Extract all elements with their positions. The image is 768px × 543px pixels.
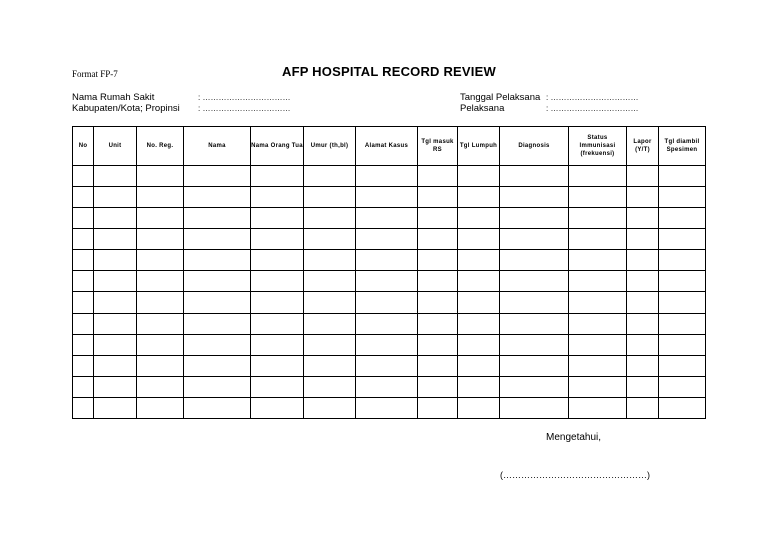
field-value: : …………………………… xyxy=(546,104,639,113)
table-cell[interactable] xyxy=(418,397,458,418)
table-cell[interactable] xyxy=(94,208,137,229)
table-row xyxy=(73,229,706,250)
table-cell[interactable] xyxy=(659,271,706,292)
table-cell[interactable] xyxy=(627,271,659,292)
table-cell[interactable] xyxy=(458,166,500,187)
table-cell[interactable] xyxy=(94,397,137,418)
record-table xyxy=(72,126,706,419)
table-cell[interactable] xyxy=(304,292,356,313)
table-cell[interactable] xyxy=(137,355,184,376)
table-cell[interactable] xyxy=(184,292,251,313)
table-cell[interactable] xyxy=(500,229,569,250)
table-cell[interactable] xyxy=(73,250,94,271)
table-cell[interactable] xyxy=(458,334,500,355)
table-cell[interactable] xyxy=(458,187,500,208)
col-header-unit: Unit xyxy=(94,127,137,166)
table-cell[interactable] xyxy=(418,166,458,187)
table-cell[interactable] xyxy=(251,334,304,355)
table-row xyxy=(73,292,706,313)
table-cell[interactable] xyxy=(73,334,94,355)
table-cell[interactable] xyxy=(500,271,569,292)
table-cell[interactable] xyxy=(356,271,418,292)
table-cell[interactable] xyxy=(356,334,418,355)
table-cell[interactable] xyxy=(500,376,569,397)
table-cell[interactable] xyxy=(418,250,458,271)
col-header-tgl-lumpuh: Tgl Lumpuh xyxy=(458,127,500,166)
table-cell[interactable] xyxy=(569,229,627,250)
acknowledged-label: Mengetahui, xyxy=(546,432,602,443)
field-kabupaten xyxy=(72,103,290,114)
field-nama-rumah-sakit xyxy=(72,92,290,103)
table-cell[interactable] xyxy=(569,250,627,271)
table-cell[interactable] xyxy=(184,229,251,250)
table-cell[interactable] xyxy=(73,355,94,376)
table-cell[interactable] xyxy=(659,229,706,250)
table-cell[interactable] xyxy=(94,250,137,271)
table-cell[interactable] xyxy=(251,313,304,334)
table-cell[interactable] xyxy=(569,208,627,229)
table-cell[interactable] xyxy=(137,166,184,187)
table-cell[interactable] xyxy=(569,355,627,376)
table-cell[interactable] xyxy=(458,376,500,397)
table-cell[interactable] xyxy=(627,313,659,334)
table-cell[interactable] xyxy=(73,397,94,418)
table-cell[interactable] xyxy=(184,334,251,355)
col-header-alamat-kasus: Alamat Kasus xyxy=(356,127,418,166)
table-cell[interactable] xyxy=(627,334,659,355)
table-row xyxy=(73,355,706,376)
table-cell[interactable] xyxy=(251,250,304,271)
table-cell[interactable] xyxy=(500,292,569,313)
table-cell[interactable] xyxy=(569,397,627,418)
table-cell[interactable] xyxy=(500,334,569,355)
table-cell[interactable] xyxy=(659,397,706,418)
table-cell[interactable] xyxy=(418,334,458,355)
table-cell[interactable] xyxy=(73,271,94,292)
table-cell[interactable] xyxy=(137,229,184,250)
table-cell[interactable] xyxy=(418,376,458,397)
table-cell[interactable] xyxy=(137,250,184,271)
table-cell[interactable] xyxy=(184,376,251,397)
table-cell[interactable] xyxy=(73,208,94,229)
table-cell[interactable] xyxy=(569,313,627,334)
format-code: Format FP-7 xyxy=(72,69,118,79)
table-cell[interactable] xyxy=(627,376,659,397)
table-cell[interactable] xyxy=(627,250,659,271)
table-cell[interactable] xyxy=(627,187,659,208)
table-cell[interactable] xyxy=(418,271,458,292)
table-cell[interactable] xyxy=(251,187,304,208)
table-cell[interactable] xyxy=(500,313,569,334)
table-cell[interactable] xyxy=(418,229,458,250)
table-cell[interactable] xyxy=(659,166,706,187)
table-cell[interactable] xyxy=(304,166,356,187)
table-cell[interactable] xyxy=(356,397,418,418)
table-cell[interactable] xyxy=(137,292,184,313)
table-cell[interactable] xyxy=(304,376,356,397)
table-cell[interactable] xyxy=(659,187,706,208)
table-cell[interactable] xyxy=(73,313,94,334)
table-cell[interactable] xyxy=(73,292,94,313)
table-cell[interactable] xyxy=(500,166,569,187)
table-row xyxy=(73,187,706,208)
table-cell[interactable] xyxy=(458,208,500,229)
col-header-nama-orang-tua: Nama Orang Tua xyxy=(251,127,304,166)
table-cell[interactable] xyxy=(184,208,251,229)
table-cell[interactable] xyxy=(458,229,500,250)
table-cell[interactable] xyxy=(73,376,94,397)
table-cell[interactable] xyxy=(94,376,137,397)
table-cell[interactable] xyxy=(627,292,659,313)
table-row xyxy=(73,208,706,229)
table-cell[interactable] xyxy=(304,397,356,418)
table-cell[interactable] xyxy=(251,355,304,376)
table-cell[interactable] xyxy=(627,208,659,229)
table-cell[interactable] xyxy=(184,166,251,187)
table-cell[interactable] xyxy=(627,166,659,187)
table-cell[interactable] xyxy=(184,271,251,292)
table-cell[interactable] xyxy=(569,271,627,292)
field-label: Pelaksana xyxy=(460,103,505,114)
table-cell[interactable] xyxy=(184,397,251,418)
table-cell[interactable] xyxy=(356,187,418,208)
table-cell[interactable] xyxy=(137,376,184,397)
table-cell[interactable] xyxy=(569,334,627,355)
table-cell[interactable] xyxy=(94,334,137,355)
table-cell[interactable] xyxy=(418,313,458,334)
table-cell[interactable] xyxy=(659,376,706,397)
table-cell[interactable] xyxy=(659,292,706,313)
signature-line: (…………………………………………) xyxy=(500,470,650,480)
field-tanggal-pelaksana xyxy=(460,92,638,103)
table-row xyxy=(73,334,706,355)
table-cell[interactable] xyxy=(94,187,137,208)
field-label: Nama Rumah Sakit xyxy=(72,92,155,103)
table-cell[interactable] xyxy=(251,229,304,250)
table-cell[interactable] xyxy=(73,229,94,250)
field-label: Tanggal Pelaksana xyxy=(460,92,541,103)
table-cell[interactable] xyxy=(627,229,659,250)
col-header-diagnosis: Diagnosis xyxy=(500,127,569,166)
table-cell[interactable] xyxy=(418,292,458,313)
table-cell[interactable] xyxy=(458,397,500,418)
table-cell[interactable] xyxy=(356,376,418,397)
table-cell[interactable] xyxy=(184,355,251,376)
table-cell[interactable] xyxy=(627,397,659,418)
table-cell[interactable] xyxy=(137,313,184,334)
table-cell[interactable] xyxy=(251,208,304,229)
table-row xyxy=(73,271,706,292)
table-cell[interactable] xyxy=(304,334,356,355)
col-header-umur: Umur (th,bl) xyxy=(304,127,356,166)
table-cell[interactable] xyxy=(73,187,94,208)
table-cell[interactable] xyxy=(659,355,706,376)
col-header-lapor: Lapor (Y/T) xyxy=(627,127,659,166)
table-cell[interactable] xyxy=(659,334,706,355)
table-cell[interactable] xyxy=(458,313,500,334)
field-value: : …………………………… xyxy=(198,104,291,113)
table-cell[interactable] xyxy=(356,250,418,271)
table-cell[interactable] xyxy=(627,355,659,376)
table-cell[interactable] xyxy=(251,376,304,397)
table-cell[interactable] xyxy=(569,166,627,187)
table-row xyxy=(73,250,706,271)
table-row xyxy=(73,376,706,397)
col-header-tgl-diambil-spesimen: Tgl diambil Spesimen xyxy=(659,127,706,166)
table-cell[interactable] xyxy=(184,187,251,208)
table-body xyxy=(73,166,706,419)
field-label: Kabupaten/Kota; Propinsi xyxy=(72,103,180,114)
table-cell[interactable] xyxy=(137,187,184,208)
table-cell[interactable] xyxy=(500,250,569,271)
table-cell[interactable] xyxy=(304,187,356,208)
table-cell[interactable] xyxy=(659,313,706,334)
table-cell[interactable] xyxy=(137,397,184,418)
table-cell[interactable] xyxy=(251,166,304,187)
table-cell[interactable] xyxy=(184,313,251,334)
table-header-row xyxy=(73,127,706,166)
table-cell[interactable] xyxy=(356,208,418,229)
table-cell[interactable] xyxy=(500,397,569,418)
table-cell[interactable] xyxy=(500,355,569,376)
table-cell[interactable] xyxy=(94,271,137,292)
table-row xyxy=(73,166,706,187)
table-row xyxy=(73,313,706,334)
table-cell[interactable] xyxy=(304,313,356,334)
table-cell[interactable] xyxy=(418,355,458,376)
table-cell[interactable] xyxy=(137,334,184,355)
table-cell[interactable] xyxy=(94,313,137,334)
table-cell[interactable] xyxy=(659,208,706,229)
table-cell[interactable] xyxy=(356,355,418,376)
field-pelaksana xyxy=(460,103,638,114)
document-title: AFP HOSPITAL RECORD REVIEW xyxy=(282,64,496,79)
col-header-nama: Nama xyxy=(184,127,251,166)
table-cell[interactable] xyxy=(418,187,458,208)
table-cell[interactable] xyxy=(304,355,356,376)
table-cell[interactable] xyxy=(304,229,356,250)
col-header-no: No xyxy=(73,127,94,166)
table-cell[interactable] xyxy=(356,229,418,250)
table-cell[interactable] xyxy=(94,292,137,313)
table-cell[interactable] xyxy=(137,208,184,229)
table-row xyxy=(73,397,706,418)
table-cell[interactable] xyxy=(659,250,706,271)
table-cell[interactable] xyxy=(94,166,137,187)
field-value: : …………………………… xyxy=(198,93,291,102)
table-cell[interactable] xyxy=(73,166,94,187)
table-cell[interactable] xyxy=(251,397,304,418)
table-cell[interactable] xyxy=(137,271,184,292)
col-header-no-reg: No. Reg. xyxy=(137,127,184,166)
table-cell[interactable] xyxy=(569,376,627,397)
table-cell[interactable] xyxy=(251,271,304,292)
table-cell[interactable] xyxy=(304,250,356,271)
table-cell[interactable] xyxy=(94,229,137,250)
table-cell[interactable] xyxy=(251,292,304,313)
field-value: : …………………………… xyxy=(546,93,639,102)
table-cell[interactable] xyxy=(304,271,356,292)
table-cell[interactable] xyxy=(94,355,137,376)
table-cell[interactable] xyxy=(304,208,356,229)
table-cell[interactable] xyxy=(458,355,500,376)
col-header-status-immunisasi: Status Immunisasi (frekuensi) xyxy=(569,127,627,166)
table-cell[interactable] xyxy=(569,187,627,208)
table-cell[interactable] xyxy=(356,166,418,187)
table-cell[interactable] xyxy=(418,208,458,229)
table-cell[interactable] xyxy=(458,292,500,313)
table-cell[interactable] xyxy=(356,292,418,313)
table-cell[interactable] xyxy=(500,208,569,229)
table-cell[interactable] xyxy=(356,313,418,334)
table-cell[interactable] xyxy=(458,271,500,292)
table-cell[interactable] xyxy=(184,250,251,271)
table-cell[interactable] xyxy=(458,250,500,271)
table-cell[interactable] xyxy=(500,187,569,208)
table-cell[interactable] xyxy=(569,292,627,313)
col-header-tgl-masuk-rs: Tgl masuk RS xyxy=(418,127,458,166)
